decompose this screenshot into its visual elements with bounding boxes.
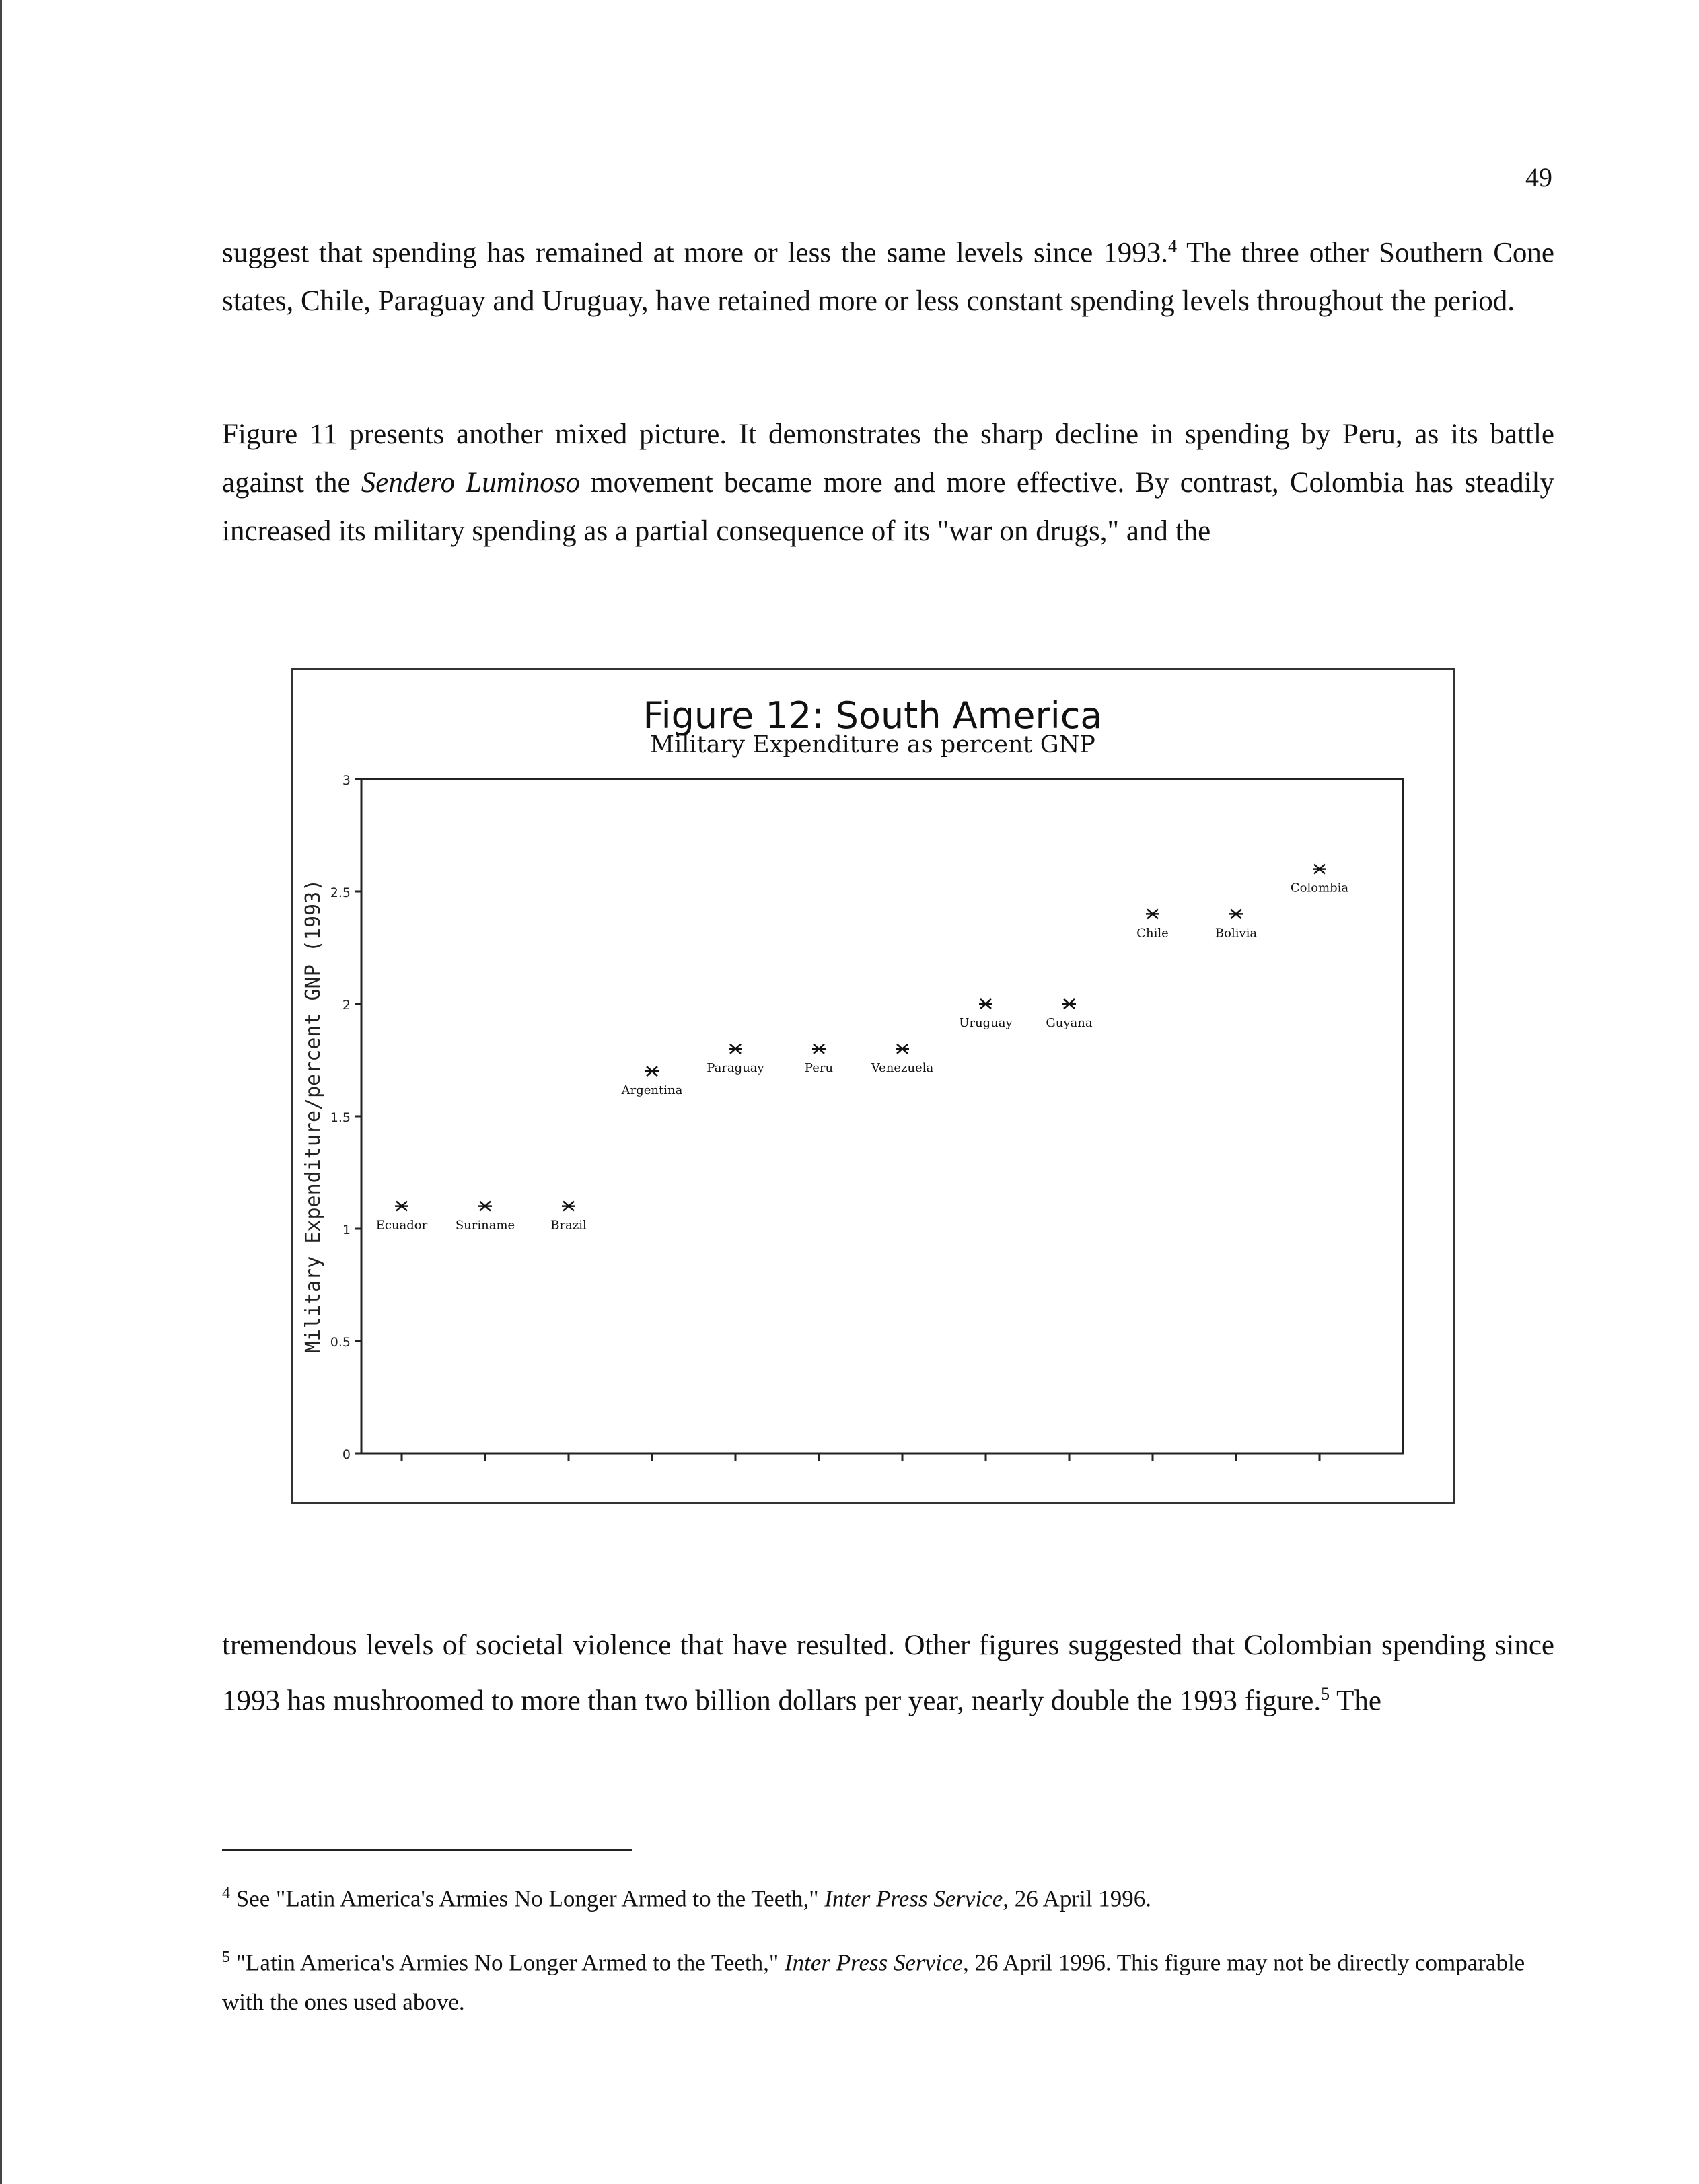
point-label-uruguay: Uruguay bbox=[959, 1016, 1013, 1030]
x-ticks bbox=[402, 1453, 1320, 1461]
paragraph-1-tail: The three other Southern Cone states, Chile, Paraguay and Uruguay, have retained more or less constant spending levels throughout the period. bbox=[222, 237, 1554, 318]
point-label-guyana: Guyana bbox=[1046, 1016, 1093, 1030]
point-label-colombia: Colombia bbox=[1290, 881, 1349, 896]
footnote-4 bbox=[222, 1874, 1554, 1919]
point-label-argentina: Argentina bbox=[621, 1083, 683, 1098]
chart-subtitle: Military Expenditure as percent GNP bbox=[650, 731, 1095, 758]
page-number: 49 bbox=[1525, 162, 1552, 192]
y-tick-label: 3 bbox=[342, 773, 351, 788]
paragraph-3-text: tremendous levels of societal violence that have resulted. Other figures suggested that Colombian spending since 1993 has mushroomed to more than two billion dollars per year, nearly double the 1993 figure. bbox=[222, 1630, 1554, 1717]
data-point-chile bbox=[1146, 909, 1159, 918]
data-point-suriname bbox=[478, 1202, 492, 1211]
point-label-chile: Chile bbox=[1136, 926, 1169, 941]
point-label-paraguay: Paraguay bbox=[707, 1060, 764, 1075]
paragraph-3-tail: The bbox=[1330, 1685, 1381, 1717]
footnote-4-text-a: See "Latin America's Armies No Longer Armed to the Teeth," bbox=[230, 1885, 825, 1912]
footnote-4-source: Inter Press Service bbox=[824, 1885, 1003, 1912]
scatter-chart bbox=[293, 670, 1453, 1502]
data-point-ecuador bbox=[395, 1202, 408, 1211]
paragraph-2-text-b: movement became more and more effective. By contrast, Colombia has steadily increased its military spending as a partial consequence of its "war on drugs," and the bbox=[222, 467, 1554, 547]
point-label-suriname: Suriname bbox=[455, 1218, 515, 1233]
data-point-paraguay bbox=[729, 1044, 742, 1054]
y-tick-label: 0 bbox=[342, 1447, 351, 1462]
data-point-colombia bbox=[1313, 865, 1326, 874]
data-point-guyana bbox=[1062, 999, 1076, 1009]
paragraph-2-text-a: Figure 11 presents another mixed picture. It demonstrates the sharp decline in spending by Peru, as its battle against the bbox=[222, 418, 1554, 499]
point-label-brazil: Brazil bbox=[550, 1218, 587, 1233]
y-axis-label: Military Expenditure/percent GNP (1993) bbox=[301, 879, 325, 1354]
paragraph-1 bbox=[222, 222, 1554, 326]
paragraph-2-emphasis: Sendero Luminoso bbox=[361, 467, 580, 499]
data-point-bolivia bbox=[1229, 909, 1243, 918]
point-label-venezuela: Venezuela bbox=[871, 1060, 934, 1075]
y-tick-label: 0.5 bbox=[330, 1335, 351, 1350]
data-point-uruguay bbox=[979, 999, 992, 1009]
footnote-5-text-a: "Latin America's Armies No Longer Armed to the Teeth," bbox=[230, 1949, 785, 1976]
footnote-5-source: Inter Press Service bbox=[784, 1949, 963, 1976]
footnote-5 bbox=[222, 1938, 1554, 2022]
footnote-4-text-b: , 26 April 1996. bbox=[1003, 1885, 1151, 1912]
y-tick-label: 1 bbox=[342, 1223, 351, 1237]
paragraph-1-text: suggest that spending has remained at more or less the same levels since 1993. bbox=[222, 237, 1168, 269]
y-tick-label: 2 bbox=[342, 998, 351, 1013]
footnote-ref-5[interactable]: 5 bbox=[1321, 1684, 1330, 1704]
footnote-5-text-b: , 26 April 1996. This figure may not be directly comparable with the ones used above. bbox=[222, 1949, 1525, 2015]
footnote-4-marker: 4 bbox=[222, 1885, 230, 1902]
data-points bbox=[376, 865, 1349, 1233]
footnote-ref-4[interactable]: 4 bbox=[1167, 236, 1177, 256]
data-point-brazil bbox=[562, 1202, 575, 1211]
footnote-5-marker: 5 bbox=[222, 1949, 230, 1966]
y-tick-label: 1.5 bbox=[330, 1110, 351, 1125]
point-label-peru: Peru bbox=[804, 1060, 834, 1075]
chart-title: Figure 12: South America bbox=[643, 694, 1103, 737]
y-ticks bbox=[330, 773, 361, 1462]
data-point-argentina bbox=[645, 1066, 659, 1076]
data-point-venezuela bbox=[896, 1044, 909, 1054]
page-edge-rule bbox=[0, 0, 2, 2184]
footnote-separator bbox=[222, 1849, 632, 1851]
point-label-bolivia: Bolivia bbox=[1215, 926, 1258, 941]
point-label-ecuador: Ecuador bbox=[375, 1218, 428, 1233]
paragraph-2 bbox=[222, 410, 1554, 556]
figure-12 bbox=[291, 668, 1455, 1504]
paragraph-3 bbox=[222, 1622, 1554, 1725]
y-tick-label: 2.5 bbox=[330, 885, 351, 900]
data-point-peru bbox=[812, 1044, 826, 1054]
plot-frame bbox=[361, 779, 1403, 1453]
